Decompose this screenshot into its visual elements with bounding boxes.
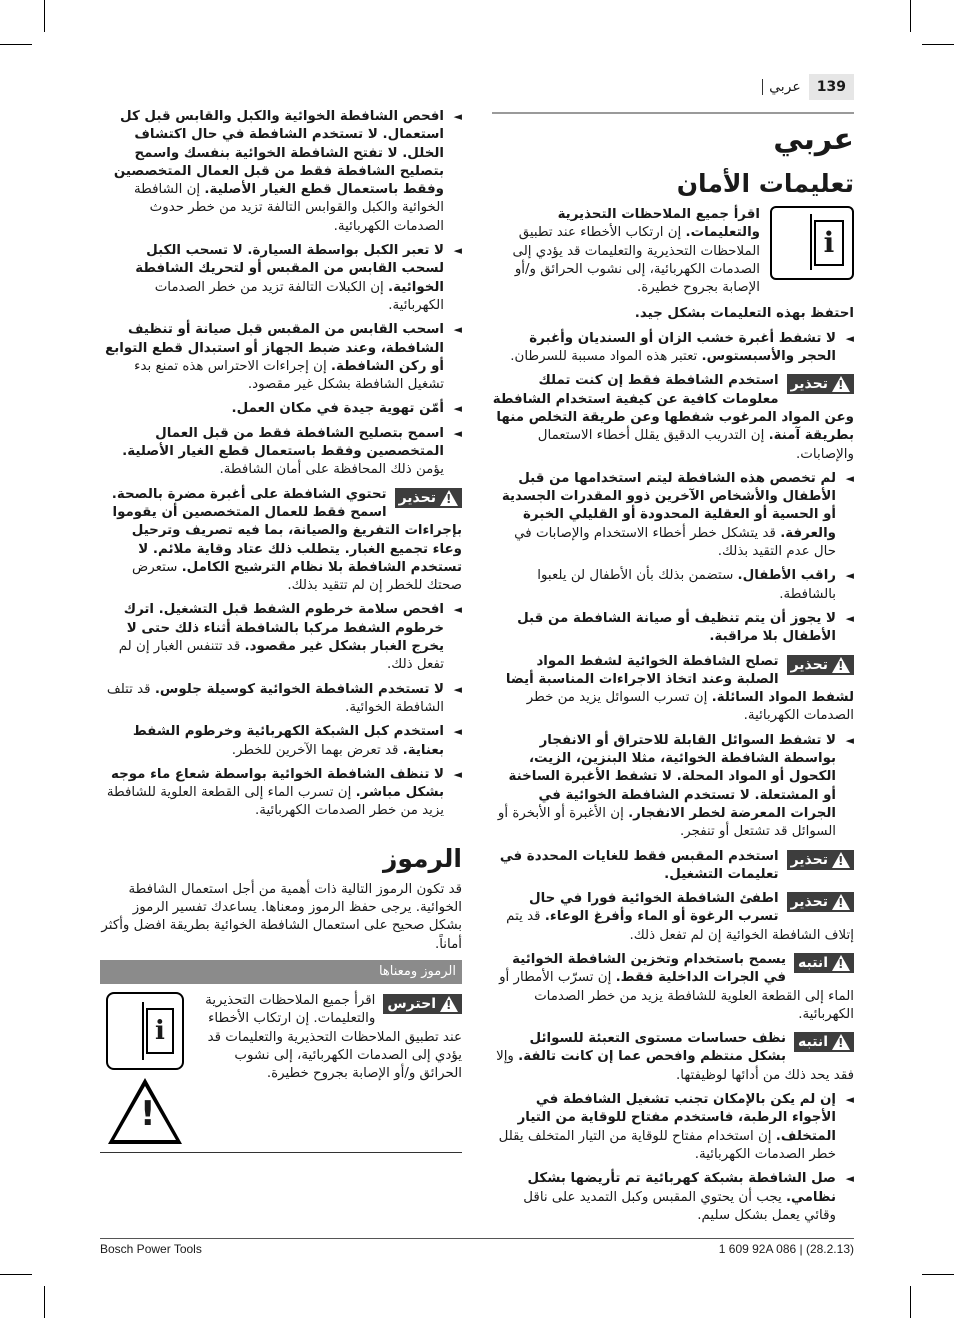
triangle-bullet-icon: ◄ [453, 725, 462, 739]
right-column [492, 108, 854, 1231]
crop-mark [0, 1274, 32, 1275]
warning-badge: ! تحذير [787, 374, 854, 394]
warning-triangle-icon [832, 657, 850, 673]
list-item: ◄ لا تستخدم الشافطة الخوائية كوسيلة جلوس. قد تتلف الشافطة الخوائية. [106, 681, 462, 715]
intro-paragraph: اقرأ جميع الملاحظات التحذيرية والتعليمات. إن ارتكاب الأخطاء عند تطبيق الملاحظات التحذيرية والتعليمات قد يؤدي إلى الصدمات الكهربائية، إلى نشوب الحرائق و/أو الإصابة بجروح خطيرة. [512, 207, 760, 296]
symbols-heading: الرموز [382, 843, 462, 873]
warning-badge: ! تحذير [395, 488, 462, 508]
keep-instructions: احتفظ بهذه التعليمات بشكل جيد. [634, 306, 854, 322]
triangle-bullet-icon: ◄ [845, 1172, 854, 1186]
caution-block: ! انتبه نظف حساسات مستوى التعبئة للسوائل بشكل منتظم وافحص عما إن كانت تالفة. وإلا فقد يحد ذلك من أدائها لوظيفتها. [492, 1030, 854, 1085]
triangle-bullet-icon: ◄ [845, 331, 854, 345]
warning-badge: ! تحذير [787, 850, 854, 870]
symbols-paragraph: قد تكون الرموز التالية ذات أهمية من أجل استعمال الشافطة الخوائية. يرجى حفظ الرموز ومعناها. يساعدك تفسير الرموز بشكل صحيح على استعمال الشافطة الخوائية بطريقة افضل وأكثر أماناً. [101, 881, 462, 952]
crop-mark [910, 0, 911, 32]
warning-triangle-icon [440, 490, 458, 506]
page-header [762, 74, 854, 100]
list-item: ◄ إن لم يكن بالإمكان تجنب تشغيل الشافطة في الأجواء الرطبة، فاستخدم مفتاح للوقاية من التيار المتخلف. إن استخدام مفتاح للوقاية من التيار المتخلف يقلل خطر الصدمات الكهربائية. [498, 1092, 854, 1162]
divider [492, 112, 854, 114]
footer-brand: Bosch Power Tools [100, 1242, 202, 1256]
triangle-bullet-icon: ◄ [453, 244, 462, 258]
footer-doc-id: 1 609 92A 086 | (28.2.13) [718, 1242, 854, 1256]
triangle-bullet-icon: ◄ [453, 323, 462, 337]
warning-badge: ! تحذير [787, 655, 854, 675]
manual-book-icon: i [106, 992, 184, 1070]
triangle-bullet-icon: ◄ [453, 110, 462, 123]
list-item: ◄ لا تعبر الكبل بواسطة السيارة. لا تسحب الكبل لسحب القابس من المقبس أو لتحريك الشافطة الخوائية. إن الكبلات التالفة تزيد من خطر الصدمات الكهربائية. [135, 243, 462, 313]
caution-badge: ! انتبه [794, 953, 854, 973]
list-item: ◄ لا تشفط أغبرة خشب الزان أو السنديان وأغبرة الحجر والأسبستوس. تعتبر هذه المواد مسببة للسرطان. [510, 330, 854, 365]
manual-book-icon: i [770, 206, 854, 280]
warning-block: ! تحذير استخدم الشافطة فقط إن كنت تملك معلومات كافية عن كيفية استخدام الشافطة وعن المواد المرغوب شفطها وعن طريقة التخلص منها بطريقة آمنة. إن التدريب الدقيق يقلل أخطاء الاستعمال والإصابات. [492, 372, 854, 463]
warning-triangle-icon [832, 376, 850, 392]
warning-triangle-icon: ! [108, 1078, 182, 1144]
crop-mark [910, 1286, 911, 1318]
warning-triangle-icon [832, 852, 850, 868]
list-item: ◄ افحص سلامة خرطوم الشفط قبل التشغيل. اترك خرطوم الشفط مركبا بالشافطة أثناء ذلك حتى لا يخرج الغبار بشكل غير مقصود. قد تتنفس الغبار إن لم تفعل ذلك. [118, 602, 462, 673]
warning-block: ! تحذير اطفئ الشافطة الخوائية فورا في حال تسرب الرغوة أو الماء وأفرغ الوعاء. قد يتم إتلاف الشافطة الخوائية إن لم تفعل ذلك. [492, 890, 854, 945]
warning-triangle-icon [832, 955, 850, 971]
warning-badge: ! تحذير [787, 892, 854, 912]
triangle-bullet-icon: ◄ [845, 569, 854, 583]
header-language: عربي [762, 79, 809, 95]
page-number: 139 [809, 74, 854, 100]
intro-block [492, 206, 854, 297]
safety-heading: تعليمات الأمان [676, 169, 854, 198]
list-item: ◄ استخدم كبل الشبكة الكهربائية وخرطوم الشفط بعناية. قد تعرض بهما الآخرين للخطر. [132, 724, 462, 758]
section-title: عربي [773, 122, 854, 157]
triangle-bullet-icon: ◄ [453, 426, 462, 440]
triangle-bullet-icon: ◄ [845, 611, 854, 625]
caution-badge: ! انتبه [794, 1032, 854, 1052]
list-item: ◄ أمّن تهوية جيدة في مكان العمل. [231, 401, 462, 417]
list-item: ◄ افحص الشافطة الخوائية والكبل والقابس قبل كل استعمال. لا تستخدم الشافطة في حال اكتشاف الخلل. لا تفتح الشافطة الخوائية بنفسك واسمح بتصليح الشافطة فقط من قبل العمال المتخصصين وفقط باستعمال قطع الغيار الأصلية. إن الشافطة الخوائية والكبل والقوابس التالفة تزيد من خطر حدوث الصدمات الكهربائية. [113, 109, 462, 234]
crop-mark [922, 1274, 954, 1275]
list-item: ◄ اسحب القابس من المقبس قبل صيانة أو تنظيف الشافطة، وعند ضبط الجهاز أو استبدال قطع التوابع أو ركن الشافطة. إن إجراءات الاحتراس هذه تمنع بدء تشغيل الشافطة بشكل غير مقصود. [105, 322, 462, 393]
triangle-bullet-icon: ◄ [453, 603, 462, 617]
triangle-bullet-icon: ◄ [453, 682, 462, 696]
triangle-bullet-icon: ◄ [845, 733, 854, 747]
warning-triangle-icon [440, 996, 458, 1012]
page-footer [100, 1238, 854, 1256]
list-item: ◄ لا تنظف الشافطة الخوائية بواسطة شعاع ماء موجه بشكل مباشر. إن تسرب الماء إلى القطعة العلوية للشافطة يزيد من خطر الصدمات الكهربائية. [106, 766, 462, 819]
symbol-icons [100, 992, 190, 1144]
list-item: ◄ اسمح بتصليح الشافطة فقط من قبل العمال المتخصصين وفقط باستعمال قطع الغيار الأصلية. يؤمن ذلك المحافظة على أمان الشافطة. [122, 425, 462, 478]
symbols-table-row [100, 984, 462, 1153]
crop-mark [44, 0, 45, 32]
crop-mark [922, 44, 954, 45]
list-item: ◄ لا تشفط السوائل القابلة للاحتراق أو الانفجار بواسطة الشافطة الخوائية، مثلا البنزين، الزيت، الكحول أو المواد المحلة. لا تشفط الأغبرة الساخنة أو المشتعلة. لا تستخدم الشافطة الخوائية في الجرات المعرضة لخطر الانفجار. إن الأغبرة أو الأبخرة أو السوائل قد تشتعل أو تنفجر. [497, 732, 854, 840]
list-item: ◄ صل الشافطة بشبكة كهربائية تم تأريضها بشكل نظامي. يجب أن يحتوي المقبس وكبل التمديد على ناقل وقائي يعمل بشكل سليم. [523, 1171, 854, 1223]
warning-block: ! تحذير تحتوي الشافطة على أغبرة مضرة بالصحة. اسمح فقط للعمال المتخصصين أن يقوموا بإجراءات التفريغ والصيانة، بما فيه تصريف وترحيل وعاء تجميع الغبار. يتطلب ذلك عتاد وقاية ملائم. لا تستخدم الشافطة بلا نظام الترشيح الكامل. ستعرض صحتك للخطر إن لم تتقيد بذلك. [100, 486, 462, 596]
crop-mark [44, 1286, 45, 1318]
list-item: ◄ لم تخصص هذه الشافطة ليتم استخدامها من قبل الأطفال والأشخاص الآخرين ذوو المقدرات الجسدية أو الحسية أو العقلية المحدودة أو القليلي الخبرة والعرفة. قد يتشكل خطر أخطاء الاستخدام والإصابات في حال عدم التقيد بذلك. [501, 470, 854, 560]
list-item: ◄ لا يجوز أن يتم تنظيف أو صيانة الشافطة من قبل الأطفال بلا مراقبة. [517, 610, 854, 645]
triangle-bullet-icon: ◄ [845, 1093, 854, 1107]
triangle-bullet-icon: ◄ [453, 767, 462, 781]
warning-block: ! تحذير استخدم المقبس فقط للغايات المحددة في تعليمات التشغيل. [492, 848, 854, 885]
warning-triangle-icon [832, 894, 850, 910]
left-column [100, 108, 462, 1153]
warning-triangle-icon [832, 1034, 850, 1050]
triangle-bullet-icon: ◄ [845, 471, 854, 485]
symbol-description: ! احترس اقرأ جميع الملاحظات التحذيرية والتعليمات. إن ارتكاب الأخطاء عند تطبيق الملاحظات التحذيرية والتعليمات قد يؤدي إلى الصدمات الكهربائية، إلى نشوب الحرائق و/أو الإصابة بجروح خطيرة. [200, 992, 462, 1144]
crop-mark [0, 44, 32, 45]
triangle-bullet-icon: ◄ [453, 402, 462, 416]
symbols-table-header: الرموز ومعناها [100, 960, 462, 984]
caution-block: ! انتبه يسمح باستخدام وتخزين الشافطة الخوائية في الجرات الداخلية فقط. إن تسرّب الأمطار أو الماء إلى القطعة العلوية للشافطة يزيد من خطر الصدمات الكهربائية. [492, 951, 854, 1024]
warning-block: ! تحذير تصلح الشافطة الخوائية لشفط المواد الصلبة وعند اتخاذ الاجراءات المناسبة أيضا لشفط المواد السائلة. إن تسرب السوائل يزيد من خطر الصدمات الكهربائية. [492, 653, 854, 726]
list-item: ◄ راقب الأطفال. ستضمن بذلك بأن الأطفال لن يلعبوا بالشافطة. [537, 568, 854, 602]
caution-badge: ! احترس [383, 994, 462, 1014]
